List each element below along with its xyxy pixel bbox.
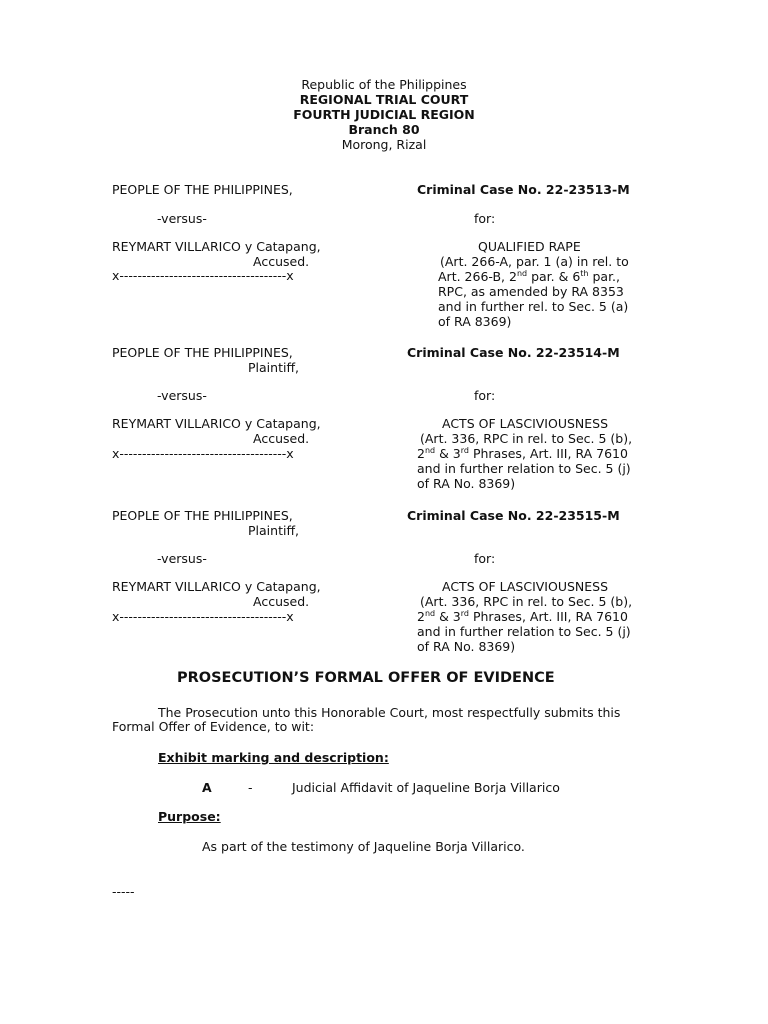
case3-accused-role: Accused.	[253, 594, 310, 609]
case3-citation-line: (Art. 336, RPC in rel. to Sec. 5 (b),	[420, 594, 633, 609]
case2-plaintiff: PEOPLE OF THE PHILIPPINES,	[112, 345, 293, 360]
exhibit-description: Judicial Affidavit of Jaqueline Borja Villarico	[292, 780, 560, 795]
case1-accused: REYMART VILLARICO y Catapang,	[112, 239, 321, 254]
case3-separator: x-------------------------------------x	[112, 609, 294, 624]
case2-citation-line: 2nd & 3rd Phrases, Art. III, RA 7610	[417, 445, 628, 461]
case1-for: for:	[474, 211, 496, 226]
case3-offense: ACTS OF LASCIVIOUSNESS	[442, 579, 609, 594]
case1-versus: -versus-	[157, 211, 207, 226]
header-republic: Republic of the Philippines	[301, 77, 467, 92]
case1-number: Criminal Case No. 22-23513-M	[417, 182, 630, 197]
header-court: REGIONAL TRIAL COURT	[299, 92, 469, 107]
purpose-text: As part of the testimony of Jaqueline Borja Villarico.	[202, 839, 525, 854]
case1-offense: QUALIFIED RAPE	[478, 239, 581, 254]
case2-versus: -versus-	[157, 388, 207, 403]
case2-citation-line: and in further relation to Sec. 5 (j)	[417, 461, 631, 476]
case1-separator: x-------------------------------------x	[112, 268, 294, 283]
header-region: FOURTH JUDICIAL REGION	[293, 107, 475, 122]
case2-separator: x-------------------------------------x	[112, 446, 294, 461]
case1-citation-line: and in further rel. to Sec. 5 (a)	[438, 299, 629, 314]
case3-citation-line: 2nd & 3rd Phrases, Art. III, RA 7610	[417, 608, 628, 624]
case3-citation-line: and in further relation to Sec. 5 (j)	[417, 624, 631, 639]
header-branch: Branch 80	[348, 122, 420, 137]
case3-for: for:	[474, 551, 496, 566]
exhibit-mark: A	[202, 780, 212, 795]
case2-accused: REYMART VILLARICO y Catapang,	[112, 416, 321, 431]
case2-offense: ACTS OF LASCIVIOUSNESS	[442, 416, 609, 431]
case3-citation-line: of RA No. 8369)	[417, 639, 516, 654]
exhibit-dash: -	[248, 780, 253, 795]
case3-number: Criminal Case No. 22-23515-M	[407, 508, 620, 523]
case1-citation-line: Art. 266-B, 2nd par. & 6th par.,	[438, 268, 621, 284]
case3-plaintiff-role: Plaintiff,	[248, 523, 300, 538]
case2-accused-role: Accused.	[253, 431, 310, 446]
case3-plaintiff: PEOPLE OF THE PHILIPPINES,	[112, 508, 293, 523]
intro-line: The Prosecution unto this Honorable Court, most respectfully submits this	[158, 705, 621, 720]
case2-for: for:	[474, 388, 496, 403]
end-mark: -----	[112, 884, 135, 899]
case1-citation-line: (Art. 266-A, par. 1 (a) in rel. to	[440, 254, 629, 269]
case2-citation-line: of RA No. 8369)	[417, 476, 516, 491]
case1-accused-role: Accused.	[253, 254, 310, 269]
case3-versus: -versus-	[157, 551, 207, 566]
case1-citation-line: RPC, as amended by RA 8353	[438, 284, 624, 299]
case3-accused: REYMART VILLARICO y Catapang,	[112, 579, 321, 594]
case2-citation-line: (Art. 336, RPC in rel. to Sec. 5 (b),	[420, 431, 633, 446]
document-title: PROSECUTION’S FORMAL OFFER OF EVIDENCE	[177, 670, 555, 686]
case2-number: Criminal Case No. 22-23514-M	[407, 345, 620, 360]
exhibit-heading: Exhibit marking and description:	[158, 750, 389, 765]
case1-citation-line: of RA 8369)	[438, 314, 512, 329]
header-location: Morong, Rizal	[341, 137, 427, 152]
case2-plaintiff-role: Plaintiff,	[248, 360, 300, 375]
case1-plaintiff: PEOPLE OF THE PHILIPPINES,	[112, 182, 293, 197]
purpose-heading: Purpose:	[158, 809, 221, 824]
intro-line: Formal Offer of Evidence, to wit:	[112, 719, 315, 734]
